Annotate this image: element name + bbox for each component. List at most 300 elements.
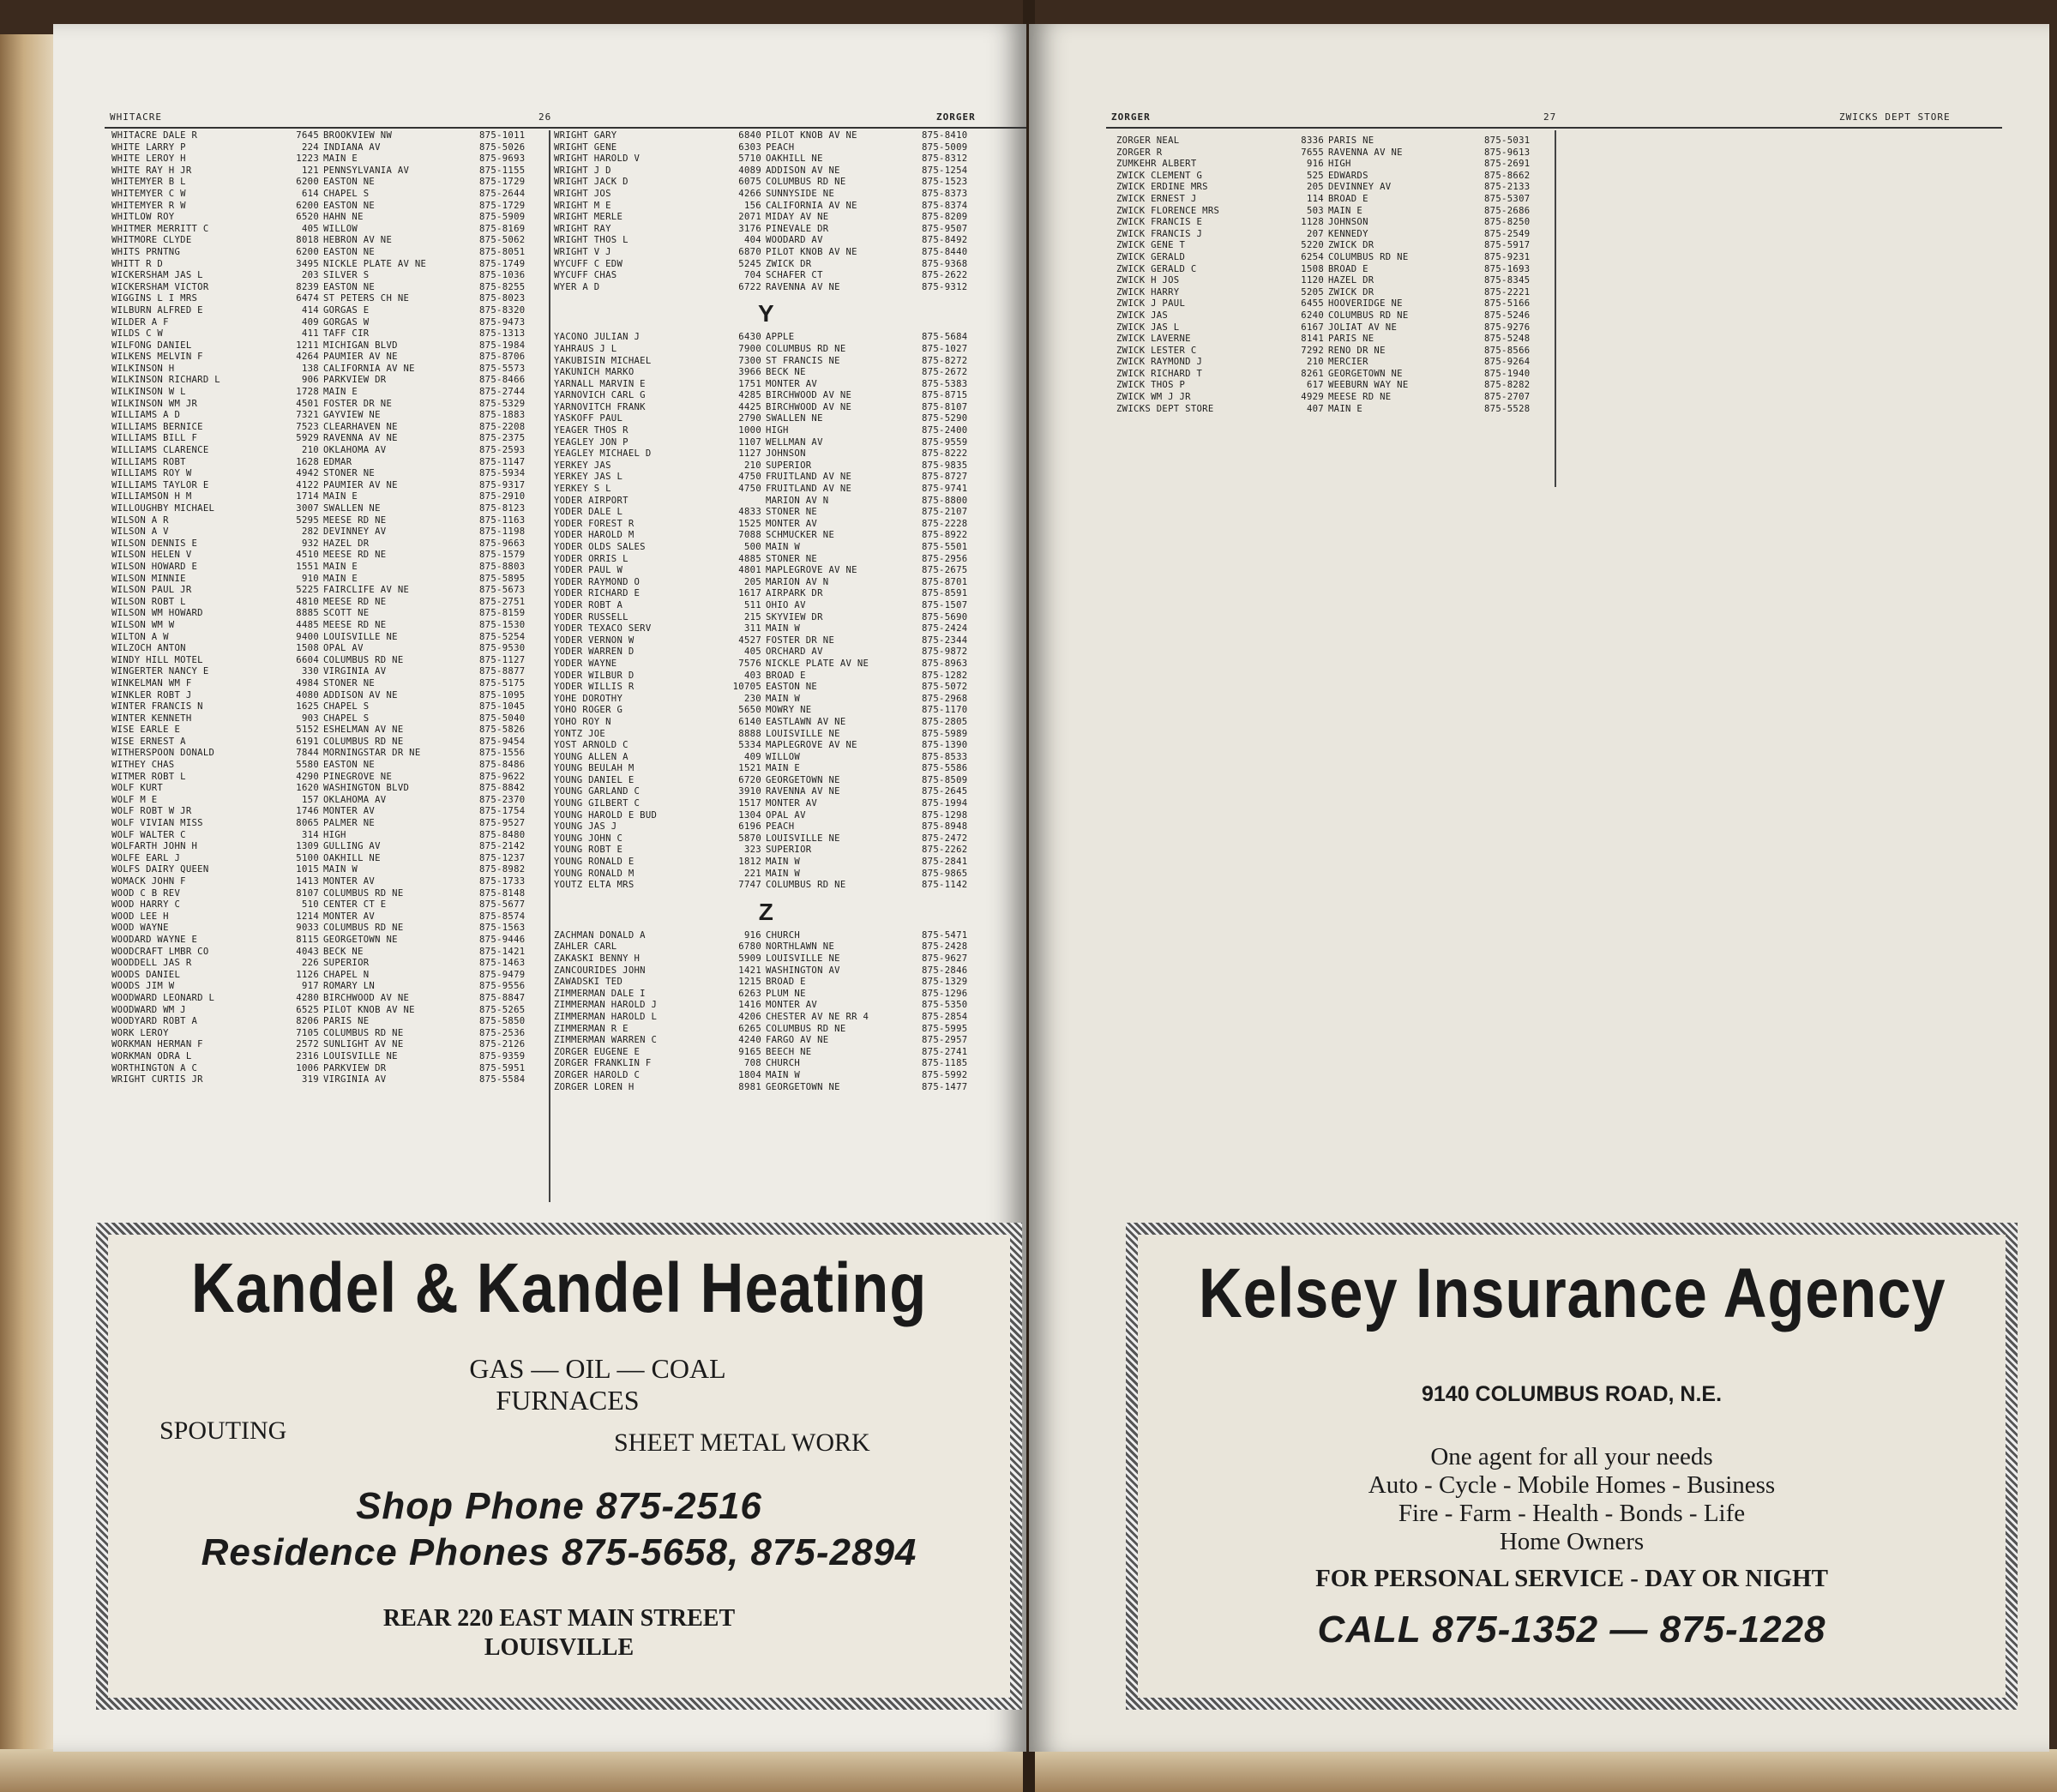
listing-street: RAVENNA AV NE: [1328, 147, 1403, 158]
listing-street: COLUMBUS RD NE: [766, 1023, 846, 1034]
listing-house-number: 8336: [1301, 135, 1324, 146]
listing-house-number: 1211: [296, 340, 319, 351]
kelsey-insurance-ad: [1126, 1223, 2018, 1710]
listing-phone: 875-1390: [922, 740, 968, 751]
listing-street: CHESTER AV NE RR 4: [766, 1011, 869, 1022]
listing-name: YODER ORRIS L: [554, 553, 629, 564]
listing-row: [111, 713, 536, 725]
listing-row: [554, 930, 978, 942]
listing-row: [1116, 298, 1541, 310]
listing-house-number: 704: [743, 270, 761, 281]
listing-row: [1116, 334, 1541, 346]
listing-phone: 875-5573: [479, 363, 526, 374]
listing-name: ZWICK JAS L: [1116, 322, 1180, 333]
listing-name: ZUMKEHR ALBERT: [1116, 159, 1197, 170]
listing-name: WITMER ROBT L: [111, 771, 186, 782]
listing-phone: 875-1563: [479, 923, 526, 934]
listing-house-number: 226: [301, 958, 319, 969]
listing-name: YARNALL MARVIN E: [554, 378, 646, 389]
listing-phone: 875-9613: [1484, 147, 1531, 158]
listing-house-number: 1620: [296, 783, 319, 794]
listing-street: SCHMUCKER NE: [766, 530, 835, 541]
listing-name: YAKUBISIN MICHAEL: [554, 355, 652, 366]
listing-name: ZORGER R: [1116, 147, 1163, 158]
listing-name: WILLIAMS CLARENCE: [111, 445, 209, 456]
listing-row: [111, 212, 536, 224]
listing-house-number: 5334: [738, 740, 761, 751]
listing-house-number: 5295: [296, 514, 319, 526]
listing-name: WOODYARD ROBT A: [111, 1016, 198, 1027]
listing-house-number: 8018: [296, 235, 319, 246]
listing-name: ZWICK LESTER C: [1116, 345, 1197, 356]
listing-phone: 875-8842: [479, 783, 526, 794]
listing-row: [554, 705, 978, 717]
listing-phone: 875-5307: [1484, 193, 1531, 204]
listing-street: OPAL AV: [766, 809, 806, 821]
listing-row: [554, 507, 978, 519]
listing-phone: 875-8107: [922, 401, 968, 412]
listing-row: [554, 177, 978, 189]
listing-house-number: 6430: [738, 332, 761, 343]
listing-name: WILSON WM HOWARD: [111, 608, 203, 619]
listing-street: COLUMBUS RD NE: [323, 1027, 404, 1038]
listing-row: [1116, 171, 1541, 183]
listing-house-number: 7844: [296, 748, 319, 759]
listing-house-number: 203: [301, 270, 319, 281]
listing-street: WILLOW: [323, 223, 358, 234]
listing-row: [554, 965, 978, 977]
listing-street: ROMARY LN: [323, 981, 376, 992]
listing-row: [1116, 346, 1541, 358]
listing-phone: 875-8701: [922, 576, 968, 587]
listing-house-number: 6455: [1301, 298, 1324, 310]
listing-row: [111, 830, 536, 842]
listing-row: [111, 305, 536, 317]
listing-phone: 875-5031: [1484, 135, 1531, 146]
listing-name: YODER TEXACO SERV: [554, 623, 652, 634]
listing-street: VIRGINIA AV: [323, 666, 387, 677]
listing-row: [111, 585, 536, 597]
listing-name: WORKMAN HERMAN F: [111, 1039, 203, 1050]
listing-phone: 875-8948: [922, 821, 968, 833]
listing-house-number: 1215: [738, 977, 761, 988]
listing-phone: 875-8374: [922, 200, 968, 211]
listing-row: [554, 869, 978, 881]
listing-name: YOUNG JOHN C: [554, 833, 623, 844]
listing-row: [554, 977, 978, 989]
listing-phone: 875-5072: [922, 682, 968, 693]
listing-house-number: 409: [743, 751, 761, 762]
listing-street: COLUMBUS RD NE: [1328, 251, 1409, 262]
section-letter: Y: [758, 300, 774, 328]
listing-phone: 875-1127: [479, 654, 526, 665]
listing-street: PEACH: [766, 141, 795, 153]
listing-name: WRIGHT JOS: [554, 188, 611, 199]
listing-row: [111, 550, 536, 562]
listing-house-number: 6263: [738, 988, 761, 999]
listing-phone: 875-1237: [479, 852, 526, 863]
listing-phone: 875-5826: [479, 725, 526, 736]
listing-phone: 875-9865: [922, 868, 968, 879]
listing-street: CENTER CT E: [323, 899, 387, 911]
listing-house-number: 5929: [296, 433, 319, 444]
listing-name: WRIGHT GENE: [554, 141, 617, 153]
listing-street: BROOKVIEW NW: [323, 130, 393, 141]
listing-phone: 875-8023: [479, 293, 526, 304]
listing-street: PENNSYLVANIA AV: [323, 165, 410, 176]
listing-name: WORKMAN ODRA L: [111, 1050, 192, 1061]
listing-row: [554, 448, 978, 460]
listing-street: VIRGINIA AV: [323, 1074, 387, 1085]
listing-street: MAIN W: [766, 1069, 801, 1080]
listing-row: [554, 845, 978, 857]
listing-name: YOHO ROY N: [554, 716, 611, 727]
listing-row: [554, 201, 978, 213]
listing-street: MARION AV N: [766, 576, 829, 587]
listing-street: MEESE RD NE: [323, 619, 387, 630]
listing-street: NORTHLAWN NE: [766, 941, 835, 953]
kelsey-ad-address: 9140 COLUMBUS ROAD, N.E.: [1421, 1382, 1723, 1406]
listing-name: ZWICKS DEPT STORE: [1116, 403, 1214, 414]
listing-phone: 875-8282: [1484, 380, 1531, 391]
listing-name: WIGGINS L I MRS: [111, 293, 198, 304]
listing-street: HEBRON AV NE: [323, 235, 393, 246]
listing-street: BROAD E: [1328, 263, 1368, 274]
listing-row: [111, 142, 536, 154]
listing-street: MONTER AV: [766, 378, 818, 389]
listing-row: [554, 941, 978, 953]
listing-name: ZWICK HARRY: [1116, 286, 1180, 298]
listing-row: [1116, 380, 1541, 392]
listing-phone: 875-1142: [922, 880, 968, 891]
listing-phone: 875-8222: [922, 448, 968, 460]
listing-name: WHITE RAY H JR: [111, 165, 192, 176]
listing-name: ZWICK FLORENCE MRS: [1116, 205, 1220, 216]
listing-row: [111, 399, 536, 411]
listing-house-number: 1107: [738, 436, 761, 448]
listing-name: WHITLOW ROY: [111, 212, 175, 223]
listing-name: WOOD LEE H: [111, 911, 169, 922]
listing-name: WINKELMAN WM F: [111, 677, 192, 689]
listing-row: [554, 282, 978, 294]
listing-phone: 875-1463: [479, 958, 526, 969]
listing-name: ZWICK WM J JR: [1116, 392, 1191, 403]
listing-street: CHURCH: [766, 1058, 801, 1069]
kelsey-ad-coverage-1: Auto - Cycle - Mobile Homes - Business: [1368, 1471, 1776, 1499]
listing-house-number: 617: [1306, 380, 1324, 391]
listing-phone: 875-8800: [922, 495, 968, 506]
listing-house-number: 917: [301, 981, 319, 992]
listing-street: FAIRCLIFE AV NE: [323, 585, 410, 596]
listing-name: WHITEMYER R W: [111, 200, 186, 211]
listing-phone: 875-1994: [922, 798, 968, 809]
listing-house-number: 6196: [738, 821, 761, 833]
listing-name: WHITE LEROY H: [111, 153, 186, 165]
listing-street: MAIN W: [766, 693, 801, 704]
listing-house-number: 7655: [1301, 147, 1324, 158]
listing-row: [111, 947, 536, 959]
listing-phone: 875-8255: [479, 281, 526, 292]
listing-name: WYCUFF C EDW: [554, 258, 623, 269]
listing-street: MONTER AV: [323, 806, 376, 817]
listing-phone: 875-2910: [479, 491, 526, 502]
listing-street: MAIN E: [323, 153, 358, 165]
listing-street: MORNINGSTAR DR NE: [323, 748, 421, 759]
listing-phone: 875-1984: [479, 340, 526, 351]
listing-street: MEESE RD NE: [323, 596, 387, 607]
listing-house-number: 221: [743, 868, 761, 879]
listing-name: YOUNG JAS J: [554, 821, 617, 833]
listing-house-number: 7292: [1301, 345, 1324, 356]
left-page-number: 26: [538, 111, 552, 123]
listing-row: [111, 620, 536, 632]
listing-name: ZORGER NEAL: [1116, 135, 1180, 146]
listing-name: YAHRAUS J L: [554, 343, 617, 354]
listing-house-number: 407: [1306, 403, 1324, 414]
listing-row: [1116, 310, 1541, 322]
listing-phone: 875-2805: [922, 716, 968, 727]
listing-name: WOLF KURT: [111, 783, 164, 794]
listing-street: PINEGROVE NE: [323, 771, 393, 782]
listing-house-number: 1413: [296, 876, 319, 887]
listing-phone: 875-5350: [922, 1000, 968, 1011]
listing-street: MAIN W: [766, 623, 801, 634]
listing-row: [554, 1024, 978, 1036]
listing-name: YODER WARREN D: [554, 646, 635, 658]
listing-street: LOUISVILLE NE: [323, 1050, 398, 1061]
listing-house-number: 7321: [296, 410, 319, 421]
listing-house-number: 932: [301, 538, 319, 549]
listing-street: PALMER NE: [323, 818, 376, 829]
listing-row: [554, 1082, 978, 1094]
listing-row: [111, 457, 536, 469]
listing-phone: 875-1749: [479, 258, 526, 269]
listing-row: [554, 729, 978, 741]
listing-row: [111, 632, 536, 644]
listing-phone: 875-8051: [479, 246, 526, 257]
listing-phone: 875-9627: [922, 953, 968, 964]
listing-house-number: 4266: [738, 188, 761, 199]
listing-row: [111, 340, 536, 352]
listing-street: ST FRANCIS NE: [766, 355, 840, 366]
listing-house-number: 1714: [296, 491, 319, 502]
listing-phone: 875-5254: [479, 631, 526, 642]
listing-name: ZWICK JAS: [1116, 310, 1169, 321]
listing-street: PARIS NE: [323, 1016, 370, 1027]
listing-street: SCHAFER CT: [766, 270, 823, 281]
listing-phone: 875-9559: [922, 436, 968, 448]
listing-name: WOOD C B REV: [111, 887, 181, 899]
listing-house-number: 910: [301, 573, 319, 584]
listing-house-number: 8888: [738, 728, 761, 739]
listing-name: WYCUFF CHAS: [554, 270, 617, 281]
listing-name: ZWICK ERDINE MRS: [1116, 182, 1208, 193]
listing-name: WRIGHT V J: [554, 246, 611, 257]
listing-street: ADDISON AV NE: [766, 165, 840, 176]
listing-name: WINGERTER NANCY E: [111, 666, 209, 677]
listing-street: COLUMBUS RD NE: [323, 923, 404, 934]
listing-phone: 875-8982: [479, 864, 526, 875]
listing-row: [111, 165, 536, 177]
listing-name: ZANCOURIDES JOHN: [554, 965, 646, 976]
listing-street: MAPLEGROVE AV NE: [766, 565, 857, 576]
listing-row: [554, 212, 978, 224]
listing-street: LOUISVILLE NE: [766, 833, 840, 844]
listing-house-number: 9033: [296, 923, 319, 934]
listing-name: WOODARD WAYNE E: [111, 934, 198, 945]
listing-row: [111, 201, 536, 213]
listing-phone: 875-2536: [479, 1027, 526, 1038]
listing-street: SUPERIOR: [323, 958, 370, 969]
listing-phone: 875-9317: [479, 479, 526, 490]
listing-street: ZWICK DR: [1328, 240, 1374, 251]
listing-street: BIRCHWOOD AV NE: [766, 390, 852, 401]
listing-street: FOSTER DR NE: [766, 634, 835, 646]
listing-street: DEVINNEY AV: [1328, 182, 1392, 193]
listing-name: WILSON HELEN V: [111, 550, 192, 561]
listing-name: YERKEY JAS L: [554, 472, 623, 483]
listing-phone: 875-2208: [479, 421, 526, 432]
listing-name: WILFONG DANIEL: [111, 340, 192, 351]
listing-row: [111, 364, 536, 376]
listing-row: [111, 760, 536, 772]
listing-phone: 875-9473: [479, 316, 526, 328]
right-page: [1029, 24, 2049, 1752]
kandel-ad-address: REAR 220 EAST MAIN STREET: [382, 1605, 736, 1632]
listing-street: MEESE RD NE: [323, 550, 387, 561]
listing-phone: 875-5009: [922, 141, 968, 153]
listing-house-number: 3176: [738, 223, 761, 234]
listing-name: WOODWARD LEONARD L: [111, 992, 215, 1003]
listing-phone: 875-8803: [479, 561, 526, 572]
listing-street: MAIN E: [323, 387, 358, 398]
listing-street: MONTER AV: [766, 518, 818, 529]
listing-phone: 875-8566: [1484, 345, 1531, 356]
listing-row: [1116, 194, 1541, 206]
listing-name: WILSON HOWARD E: [111, 561, 198, 572]
listing-row: [1116, 287, 1541, 299]
right-header-rule: [1106, 127, 2002, 129]
listing-phone: 875-2400: [922, 425, 968, 436]
listing-house-number: 138: [301, 363, 319, 374]
listing-phone: 875-8480: [479, 829, 526, 840]
listing-house-number: 5650: [738, 705, 761, 716]
listing-phone: 875-9368: [922, 258, 968, 269]
listing-phone: 875-2741: [922, 1046, 968, 1057]
listing-house-number: 207: [1306, 228, 1324, 239]
listing-street: EASTON NE: [323, 177, 376, 188]
listing-row: [554, 752, 978, 764]
listing-street: SKYVIEW DR: [766, 611, 823, 622]
listing-house-number: 403: [743, 670, 761, 681]
listing-phone: 875-5992: [922, 1069, 968, 1080]
listing-name: WOLF ROBT W JR: [111, 806, 192, 817]
listing-row: [554, 379, 978, 391]
listing-street: BROAD E: [1328, 193, 1368, 204]
listing-house-number: 7747: [738, 880, 761, 891]
listing-name: WILSON A R: [111, 514, 169, 526]
listing-street: CHAPEL S: [323, 701, 370, 713]
listing-house-number: 1628: [296, 456, 319, 467]
listing-street: MAIN W: [766, 868, 801, 879]
listing-name: WILLIAMS ROBT: [111, 456, 186, 467]
listing-street: ORCHARD AV: [766, 646, 823, 658]
listing-name: YOUNG BEULAH M: [554, 763, 635, 774]
listing-house-number: 2572: [296, 1039, 319, 1050]
listing-house-number: 6870: [738, 246, 761, 257]
listing-phone: 875-5166: [1484, 298, 1531, 310]
listing-row: [111, 853, 536, 865]
listing-phone: 875-2957: [922, 1035, 968, 1046]
listing-row: [111, 911, 536, 923]
listing-house-number: 1508: [296, 643, 319, 654]
listing-street: MERCIER: [1328, 357, 1368, 368]
listing-house-number: 8107: [296, 887, 319, 899]
listing-row: [554, 810, 978, 822]
listing-phone: 875-8373: [922, 188, 968, 199]
listing-house-number: 1000: [738, 425, 761, 436]
listing-phone: 875-8706: [479, 352, 526, 363]
listing-row: [111, 445, 536, 457]
listing-house-number: 330: [301, 666, 319, 677]
listing-street: RAVENNA AV NE: [323, 433, 398, 444]
listing-phone: 875-1523: [922, 177, 968, 188]
listing-street: OKLAHOMA AV: [323, 445, 387, 456]
listing-phone: 875-8662: [1484, 170, 1531, 181]
listing-phone: 875-5850: [479, 1016, 526, 1027]
listing-row: [1116, 135, 1541, 147]
listing-row: [554, 740, 978, 752]
listing-phone: 875-2645: [922, 786, 968, 797]
listing-row: [554, 165, 978, 177]
listing-name: WICKERSHAM VICTOR: [111, 281, 209, 292]
listing-house-number: 157: [301, 794, 319, 805]
listing-row: [554, 356, 978, 368]
left-directory-column-1: [111, 130, 536, 1086]
listing-street: PILOT KNOB AV NE: [766, 246, 857, 257]
listing-name: WISE ERNEST A: [111, 736, 186, 747]
listing-phone: 875-2644: [479, 188, 526, 199]
listing-house-number: [722, 496, 766, 508]
listing-name: ZIMMERMAN DALE I: [554, 988, 646, 999]
listing-row: [111, 562, 536, 574]
listing-street: MAIN W: [766, 857, 801, 868]
listing-house-number: 5220: [1301, 240, 1324, 251]
listing-house-number: 4929: [1301, 392, 1324, 403]
listing-row: [554, 1000, 978, 1012]
listing-name: WILLIAMS A D: [111, 410, 181, 421]
listing-name: WILDS C W: [111, 328, 164, 340]
listing-street: WILLOW: [766, 751, 801, 762]
kandel-ad-furnaces: FURNACES: [496, 1385, 640, 1416]
listing-row: [554, 235, 978, 247]
listing-street: PILOT KNOB AV NE: [766, 130, 857, 141]
listing-street: MEESE RD NE: [323, 514, 387, 526]
listing-phone: 875-5684: [922, 332, 968, 343]
listing-row: [111, 538, 536, 550]
listing-house-number: 1551: [296, 561, 319, 572]
listing-street: ESHELMAN AV NE: [323, 725, 404, 736]
listing-phone: 875-8963: [922, 658, 968, 669]
listing-street: MAPLEGROVE AV NE: [766, 740, 857, 751]
kandel-ad-shop-phone: Shop Phone 875-2516: [356, 1485, 762, 1527]
listing-phone: 875-5586: [922, 763, 968, 774]
listing-house-number: 8065: [296, 818, 319, 829]
listing-phone: 875-5989: [922, 728, 968, 739]
listing-house-number: 414: [301, 304, 319, 316]
kelsey-ad-service: FOR PERSONAL SERVICE - DAY OR NIGHT: [1315, 1565, 1828, 1592]
listing-name: YARNOVICH CARL G: [554, 390, 646, 401]
